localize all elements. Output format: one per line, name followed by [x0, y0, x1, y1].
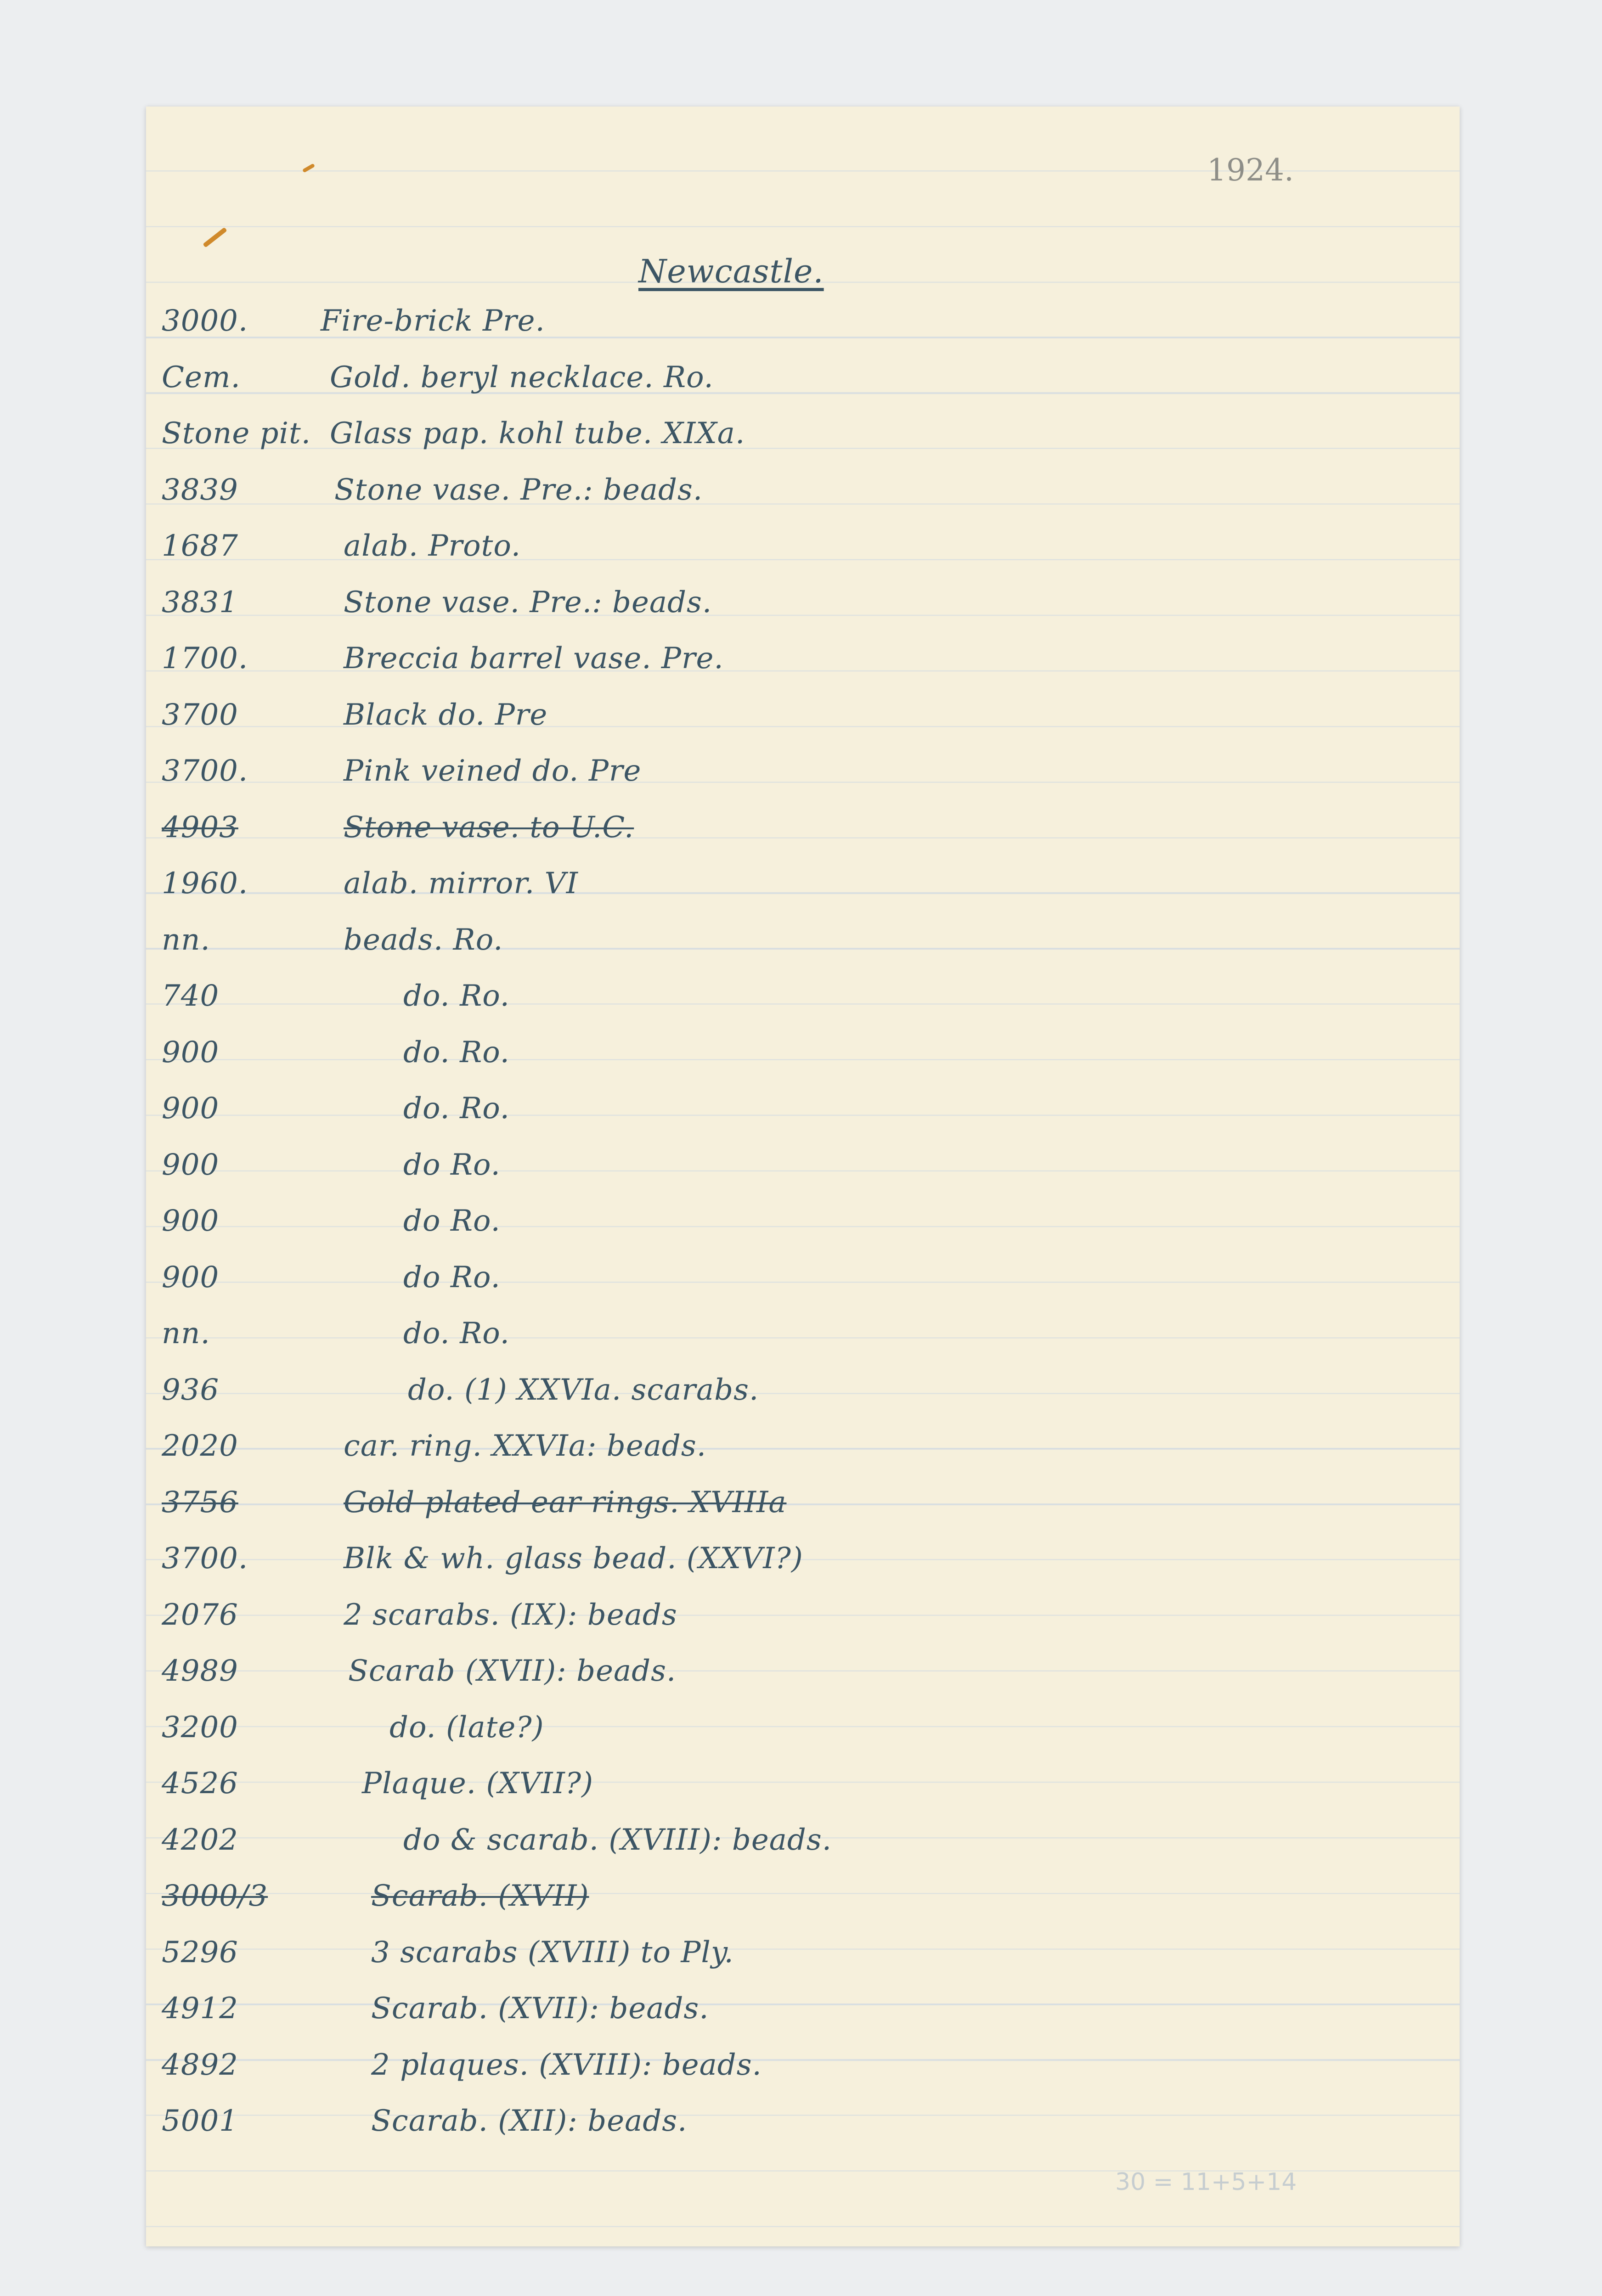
item-description: beads. Ro.	[344, 923, 503, 957]
catalog-number: 3831	[162, 585, 238, 619]
item-description: 2 scarabs. (IX): beads	[344, 1598, 677, 1632]
item-description: alab. mirror. VI	[344, 867, 579, 900]
catalog-number: 5001	[162, 2104, 238, 2138]
catalog-number: nn.	[162, 923, 210, 957]
item-description: do. (1) XXVIa. scarabs.	[408, 1373, 759, 1407]
item-description: Stone vase. to U.C.	[344, 810, 634, 844]
item-description: alab. Proto.	[344, 529, 521, 563]
catalog-number: 4202	[162, 1823, 238, 1857]
item-description: Scarab. (XVII): beads.	[371, 1992, 709, 2026]
item-description: do. Ro.	[403, 1092, 510, 1125]
catalog-number: 3200	[162, 1710, 238, 1745]
item-description: do. Ro.	[403, 1317, 510, 1351]
year-note: 1924.	[1207, 152, 1294, 188]
item-description: Stone vase. Pre.: beads.	[334, 473, 703, 507]
catalog-number: 4892	[162, 2048, 238, 2082]
item-description: Breccia barrel vase. Pre.	[344, 642, 724, 675]
manuscript-page	[146, 107, 1460, 2246]
item-description: Blk & wh. glass bead. (XXVI?)	[344, 1542, 803, 1576]
item-description: Pink veined do. Pre	[344, 754, 642, 788]
item-description: Scarab (XVII): beads.	[348, 1654, 677, 1688]
catalog-number: 3839	[162, 473, 238, 507]
item-description: Black do. Pre	[344, 698, 548, 732]
item-description: Plaque. (XVII?)	[362, 1767, 594, 1801]
item-description: Gold plated ear rings. XVIIIa	[344, 1485, 787, 1519]
catalog-number: 900	[162, 1092, 220, 1125]
catalog-number: 3700.	[162, 754, 248, 788]
catalog-number: 936	[162, 1373, 220, 1407]
item-description: Fire-brick Pre.	[321, 304, 545, 338]
item-description: do. (late?)	[389, 1710, 544, 1745]
catalog-number: 740	[162, 979, 220, 1013]
catalog-number: 900	[162, 1260, 220, 1294]
catalog-number: 1687	[162, 529, 238, 563]
catalog-number: 900	[162, 1148, 220, 1182]
tally-note: 30 = 11+5+14	[1115, 2168, 1297, 2196]
catalog-number: Stone pit.	[162, 416, 311, 450]
catalog-number: Cem.	[162, 360, 241, 394]
catalog-number: 4903	[162, 810, 238, 844]
catalog-number: 3000.	[162, 304, 248, 338]
item-description: car. ring. XXVIa: beads.	[344, 1429, 707, 1463]
catalog-number: 2076	[162, 1598, 238, 1632]
item-description: do Ro.	[403, 1204, 501, 1238]
item-description: 3 scarabs (XVIII) to Ply.	[371, 1935, 734, 1970]
catalog-number: 1960.	[162, 867, 248, 900]
item-description: Stone vase. Pre.: beads.	[344, 585, 712, 619]
catalog-number: 5296	[162, 1935, 238, 1970]
item-description: Glass pap. kohl tube. XIXa.	[330, 416, 745, 450]
item-description: Gold. beryl necklace. Ro.	[330, 360, 714, 394]
item-description: 2 plaques. (XVIII): beads.	[371, 2048, 762, 2082]
catalog-number: 3700.	[162, 1542, 248, 1576]
item-description: do & scarab. (XVIII): beads.	[403, 1823, 832, 1857]
catalog-number: 3756	[162, 1485, 238, 1519]
catalog-number: nn.	[162, 1317, 210, 1351]
item-description: do Ro.	[403, 1260, 501, 1294]
catalog-number: 1700.	[162, 642, 248, 675]
item-description: do. Ro.	[403, 1035, 510, 1069]
catalog-number: 900	[162, 1035, 220, 1069]
item-description: do Ro.	[403, 1148, 501, 1182]
catalog-number: 4912	[162, 1992, 238, 2026]
catalog-number: 4989	[162, 1654, 238, 1688]
catalog-number: 3000/3	[162, 1879, 268, 1913]
rust-mark	[302, 163, 315, 173]
item-description: Scarab. (XII): beads.	[371, 2104, 688, 2138]
catalog-number: 3700	[162, 698, 238, 732]
page-title: Newcastle.	[638, 253, 824, 290]
rust-mark	[203, 227, 227, 248]
catalog-number: 2020	[162, 1429, 238, 1463]
catalog-number: 900	[162, 1204, 220, 1238]
catalog-number: 4526	[162, 1767, 238, 1801]
item-description: do. Ro.	[403, 979, 510, 1013]
item-description: Scarab. (XVII)	[371, 1879, 589, 1913]
